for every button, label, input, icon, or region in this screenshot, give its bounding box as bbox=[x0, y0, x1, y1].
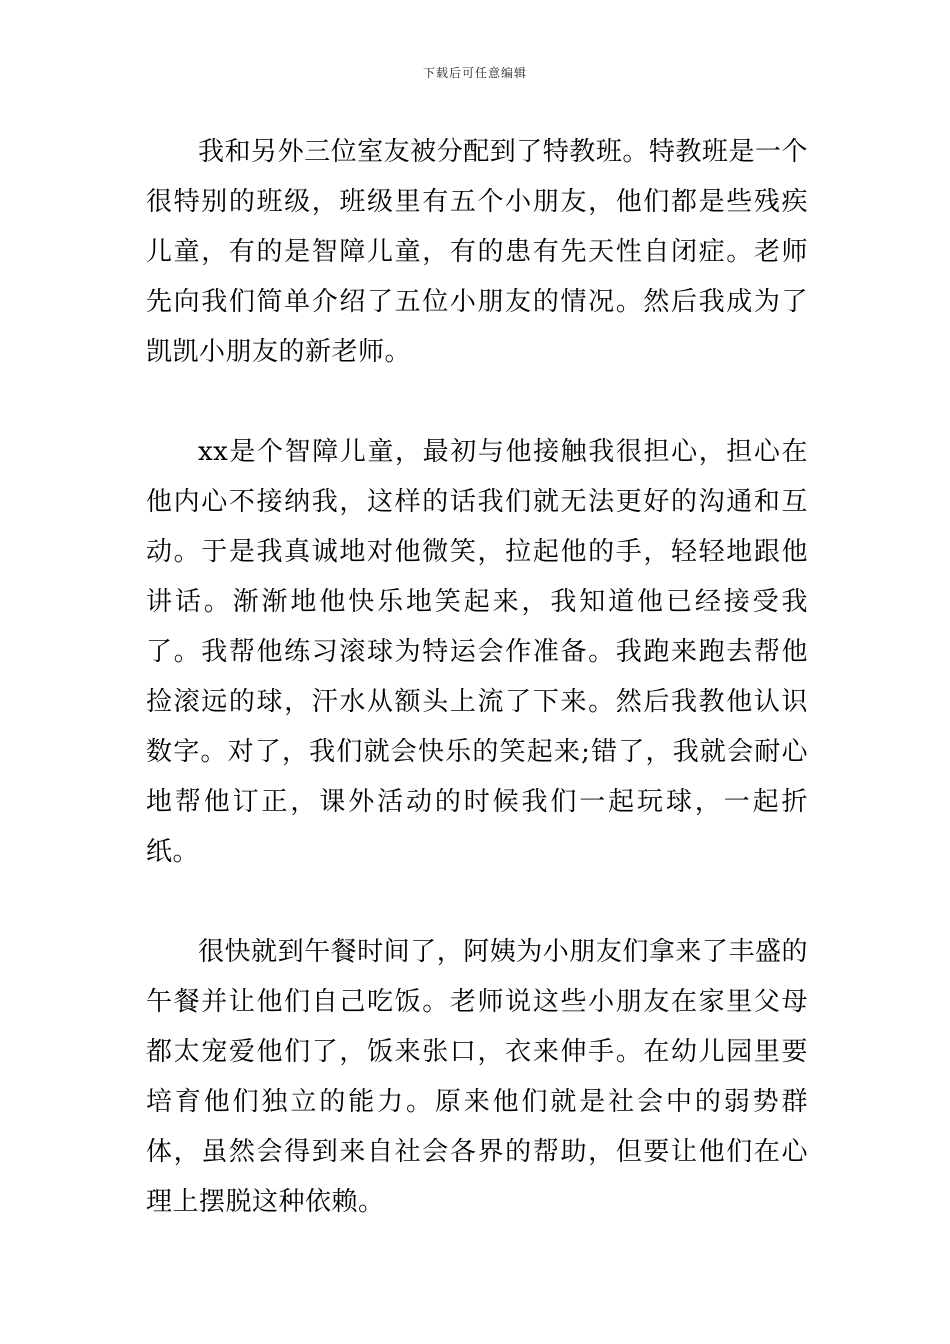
paragraph-3: 很快就到午餐时间了，阿姨为小朋友们拿来了丰盛的午餐并让他们自己吃饭。老师说这些小朋友在家里父母都太宠爱他们了，饭来张口，衣来伸手。在幼儿园里要培育他们独立的能力。原来他们就是社会中的弱势群体，虽然会得到来自社会各界的帮助，但要让他们在心理上摆脱这种依赖。 bbox=[146, 937, 808, 1217]
document-body bbox=[146, 127, 808, 1227]
header-note: 下载后可任意编辑 bbox=[422, 66, 527, 80]
paragraph-2: xx是个智障儿童，最初与他接触我很担心，担心在他内心不接纳我，这样的话我们就无法更好的沟通和互动。于是我真诚地对他微笑，拉起他的手，轻轻地跟他讲话。渐渐地他快乐地笑起来，我知道他已经接受我了。我帮他练习滚球为特运会作准备。我跑来跑去帮他捡滚远的球，汗水从额头上流了下来。然后我教他认识数字。对了，我们就会快乐的笑起来;错了，我就会耐心地帮他订正，课外活动的时候我们一起玩球，一起折纸。 bbox=[146, 437, 808, 867]
paragraph-1: 我和另外三位室友被分配到了特教班。特教班是一个很特别的班级，班级里有五个小朋友，他们都是些残疾儿童，有的是智障儿童，有的患有先天性自闭症。老师先向我们简单介绍了五位小朋友的情况。然后我成为了凯凯小朋友的新老师。 bbox=[146, 137, 808, 367]
